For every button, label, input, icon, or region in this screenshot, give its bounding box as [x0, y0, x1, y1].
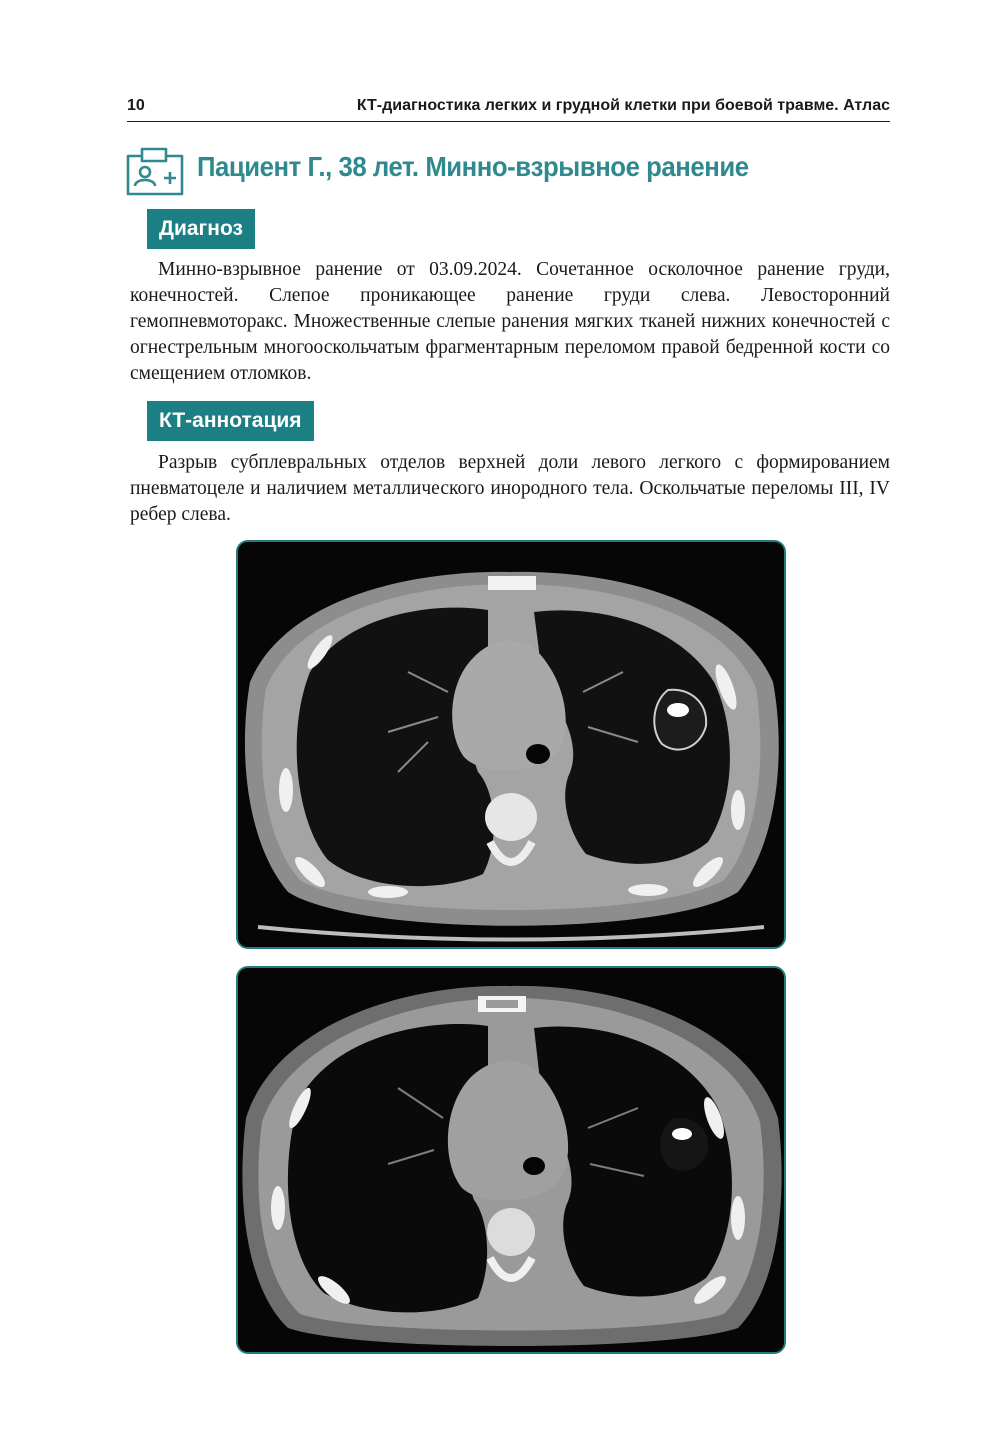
diagnosis-label: Диагноз	[147, 209, 255, 249]
ct-annotation-label: КТ-аннотация	[147, 401, 314, 441]
patient-card-icon	[126, 146, 184, 196]
running-title: КТ-диагностика легких и грудной клетки при боевой травме. Атлас	[356, 97, 890, 114]
ct-image-mediastinal-window	[236, 966, 786, 1354]
running-header	[127, 95, 890, 122]
page-number: 10	[127, 97, 145, 114]
ct-annotation-text: Разрыв субплевральных отделов верхней доли левого легкого с формированием пневматоцеле и наличием металлического инородного тела. Оскольчатые переломы III, IV ребер слева.	[130, 452, 890, 525]
ct-image-lung-window	[236, 540, 786, 949]
diagnosis-text: Минно-взрывное ранение от 03.09.2024. Сочетанное осколочное ранение груди, конечностей. Слепое проникающее ранение груди слева. Левосторонний гемопневмоторакс. Множественные слепые ранения мягких тканей нижних конечностей с огнестрельным многооскольчатым фрагментарным переломом правой бедренной кости со смещением отломков.	[130, 259, 890, 384]
patient-title: Пациент Г., 38 лет. Минно-взрывное ранение	[197, 151, 749, 182]
